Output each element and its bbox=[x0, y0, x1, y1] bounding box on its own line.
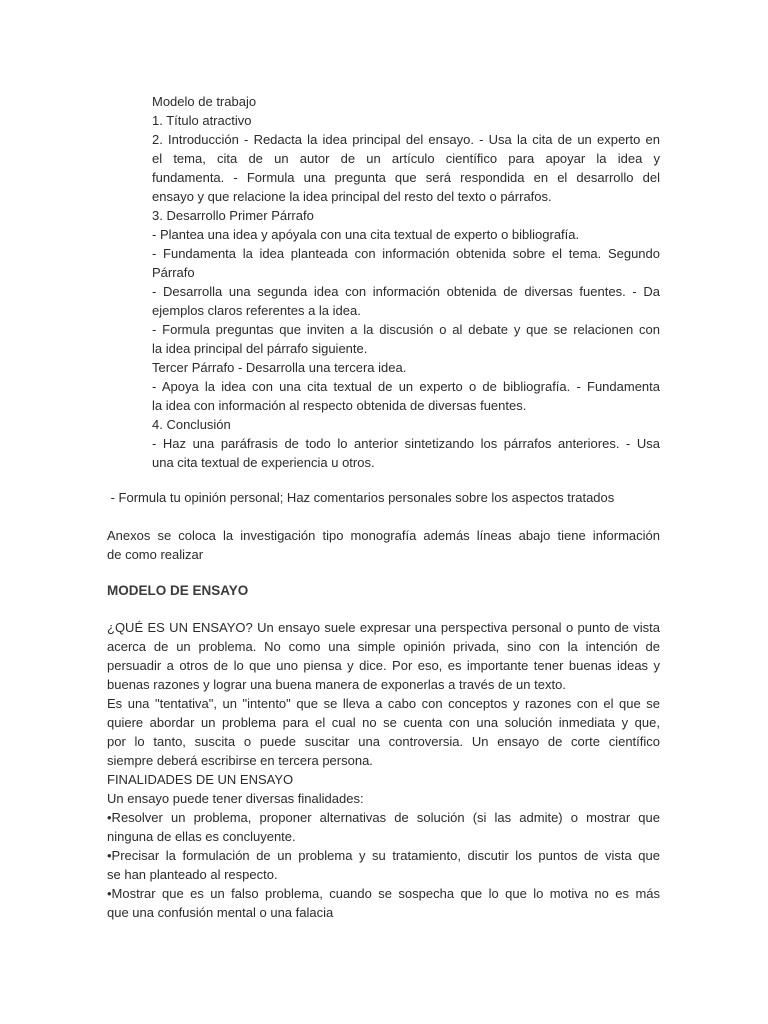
text-line: Es una "tentativa", un "intento" que se lleva a cabo con conceptos y razones con el que se bbox=[107, 696, 660, 711]
text-line: la idea principal del párrafo siguiente. bbox=[152, 341, 368, 356]
text-line: Anexos se coloca la investigación tipo monografía además líneas abajo tiene información bbox=[107, 528, 660, 543]
text-line: siempre deberá escribirse en tercera persona. bbox=[107, 753, 373, 768]
text-line: 1. Título atractivo bbox=[152, 113, 252, 128]
text-line: ¿QUÉ ES UN ENSAYO? Un ensayo suele expresar una perspectiva personal o punto de vista bbox=[107, 620, 660, 635]
text-line: - Plantea una idea y apóyala con una cita textual de experto o bibliografía. bbox=[152, 227, 580, 242]
text-line: Tercer Párrafo - Desarrolla una tercera idea. bbox=[152, 360, 407, 375]
text-line: Párrafo bbox=[152, 265, 195, 280]
text-line: buenas razones y lograr una buena manera de exponerlas a través de un texto. bbox=[107, 677, 566, 692]
opinion-text: - Formula tu opinión personal; Haz comentarios personales sobre los aspectos tratados bbox=[107, 490, 615, 505]
text-line: acerca de un problema. No como una simple opinión privada, sino con la intención de bbox=[107, 639, 660, 654]
text-line: Modelo de trabajo bbox=[152, 94, 257, 109]
text-line: por lo tanto, suscita o puede suscitar una controversia. Un ensayo de corte científico bbox=[107, 734, 660, 749]
text-line: fundamenta. - Formula una pregunta que será respondida en el desarrollo del bbox=[152, 170, 660, 185]
work-model-section bbox=[152, 92, 660, 472]
section-heading: MODELO DE ENSAYO bbox=[107, 583, 249, 598]
text-line: •Mostrar que es un falso problema, cuando se sospecha que lo que lo motiva no es más bbox=[107, 886, 660, 901]
text-line: ninguna de ellas es concluyente. bbox=[107, 829, 296, 844]
text-line: - Apoya la idea con una cita textual de un experto o de bibliografía. - Fundamenta bbox=[152, 379, 660, 394]
text-line: Un ensayo puede tener diversas finalidades: bbox=[107, 791, 364, 806]
text-line: ensayo y que relacione la idea principal del resto del texto o párrafos. bbox=[152, 189, 552, 204]
text-line: 3. Desarrollo Primer Párrafo bbox=[152, 208, 314, 223]
text-line: •Precisar la formulación de un problema y su tratamiento, discutir los puntos de vista que bbox=[107, 848, 660, 863]
text-line: FINALIDADES DE UN ENSAYO bbox=[107, 772, 294, 787]
text-line: que una confusión mental o una falacia bbox=[107, 905, 334, 920]
opinion-line bbox=[107, 488, 660, 507]
text-line: 4. Conclusión bbox=[152, 417, 231, 432]
text-line: persuadir a otros de lo que uno piensa y dice. Por eso, es importante tener buenas ideas y bbox=[107, 658, 660, 673]
text-line: - Formula preguntas que inviten a la discusión o al debate y que se relacionen con bbox=[152, 322, 660, 337]
text-line: - Fundamenta la idea planteada con información obtenida sobre el tema. Segundo bbox=[152, 246, 660, 261]
text-line: ejemplos claros referentes a la idea. bbox=[152, 303, 361, 318]
text-line: de como realizar bbox=[107, 547, 204, 562]
text-line: - Desarrolla una segunda idea con información obtenida de diversas fuentes. - Da bbox=[152, 284, 660, 299]
essay-body bbox=[107, 618, 660, 922]
text-line: una cita textual de experiencia u otros. bbox=[152, 455, 375, 470]
text-line: quiere abordar un problema para el cual no se cuenta con una solución inmediata y que, bbox=[107, 715, 660, 730]
text-line: el tema, cita de un autor de un artículo científico para apoyar la idea y bbox=[152, 151, 660, 166]
annex-paragraph bbox=[107, 526, 660, 564]
text-line: •Resolver un problema, proponer alternativas de solución (si las admite) o mostrar que bbox=[107, 810, 660, 825]
text-line: 2. Introducción - Redacta la idea principal del ensayo. - Usa la cita de un experto en bbox=[152, 132, 660, 147]
text-line: - Haz una paráfrasis de todo lo anterior sintetizando los párrafos anteriores. - Usa bbox=[152, 436, 660, 451]
text-line: la idea con información al respecto obtenida de diversas fuentes. bbox=[152, 398, 527, 413]
text-line: se han planteado al respecto. bbox=[107, 867, 278, 882]
